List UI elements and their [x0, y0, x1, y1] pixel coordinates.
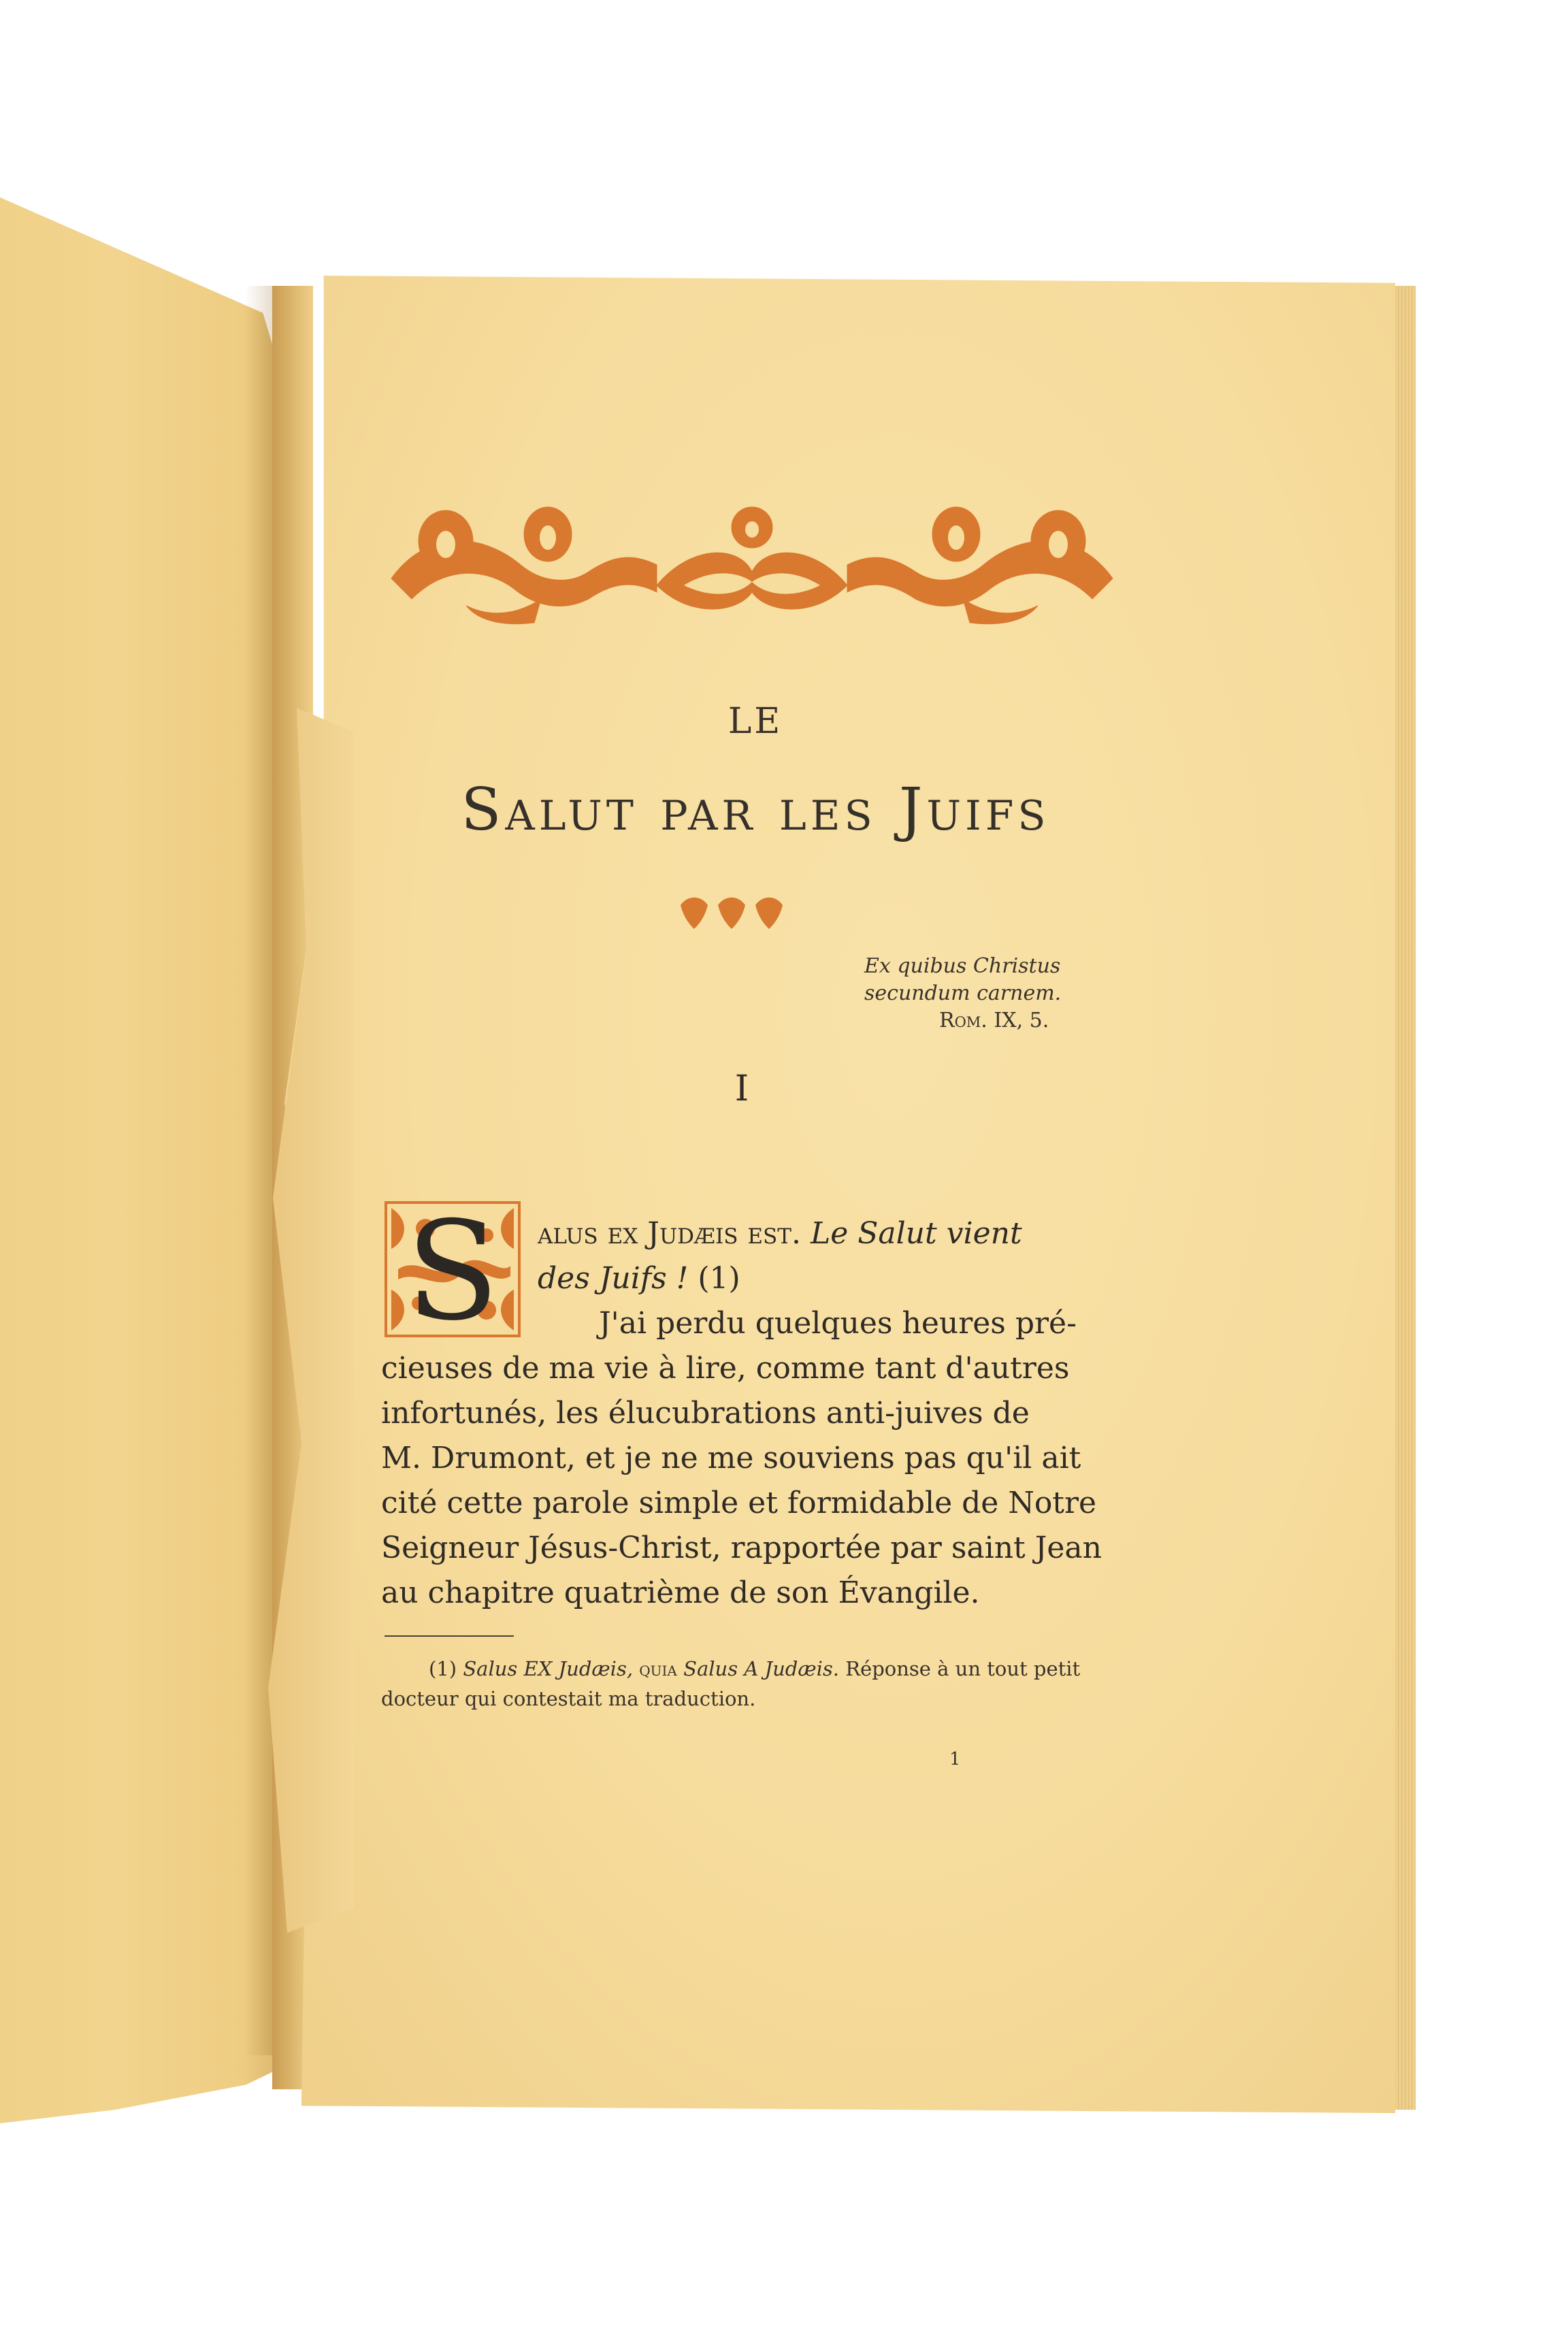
body-line-2: [381, 1256, 1089, 1301]
facing-left-page: [0, 197, 286, 2123]
body-line-6: M. Drumont, et je ne me souviens pas qu'il ait: [381, 1441, 1081, 1475]
body-line-3: J'ai perdu quelques heures pré-: [599, 1306, 1077, 1341]
footnote-line-1: [381, 1654, 1096, 1684]
footnote-quia: quia: [639, 1657, 677, 1680]
footnote-number: (1): [429, 1657, 457, 1680]
footnote-line-2: docteur qui contestait ma traduction.: [381, 1687, 756, 1710]
footnote-reference: (1): [698, 1261, 740, 1296]
footnote-text-1: Réponse à un tout petit: [845, 1657, 1081, 1680]
opening-words: alus ex Judæis est.: [538, 1216, 801, 1251]
footnote-latin-1: Salus EX Judæis,: [463, 1657, 634, 1680]
body-line-4: cieuses de ma vie à lire, comme tant d'autres: [381, 1351, 1070, 1386]
translation-end: des Juifs !: [538, 1261, 689, 1296]
body-line-8: Seigneur Jésus-Christ, rapportée par saint Jean: [381, 1531, 1102, 1565]
footnote-latin-2: Salus A Judæis.: [683, 1657, 839, 1680]
dropcap-letter: S: [406, 1201, 500, 1337]
body-line-1: [381, 1211, 1089, 1256]
signature-mark: 1: [949, 1749, 961, 1769]
footnote-rule: [385, 1635, 514, 1637]
body-line-5: infortunés, les élucubrations anti-juives de: [381, 1396, 1030, 1431]
epigraph-reference: Rom. IX, 5.: [939, 1009, 1049, 1032]
opening-translation: Le Salut vient: [810, 1216, 1022, 1251]
epigraph-line-1: Ex quibus Christus: [864, 954, 1061, 978]
page-title: Salut par les Juifs: [461, 776, 1050, 844]
body-line-7: cité cette parole simple et formidable de Notre: [381, 1486, 1097, 1520]
fleuron-ornament: [674, 892, 796, 932]
body-line-9: au chapitre quatrième de son Évangile.: [381, 1575, 980, 1610]
floral-headpiece-ornament: [385, 504, 1120, 626]
chapter-number: I: [734, 1068, 749, 1109]
body-text: [381, 1211, 1102, 1616]
footnote: [381, 1654, 1096, 1714]
epigraph: [864, 953, 1137, 1034]
epigraph-line-2: secundum carnem.: [864, 981, 1062, 1005]
title-article: LE: [728, 701, 783, 742]
